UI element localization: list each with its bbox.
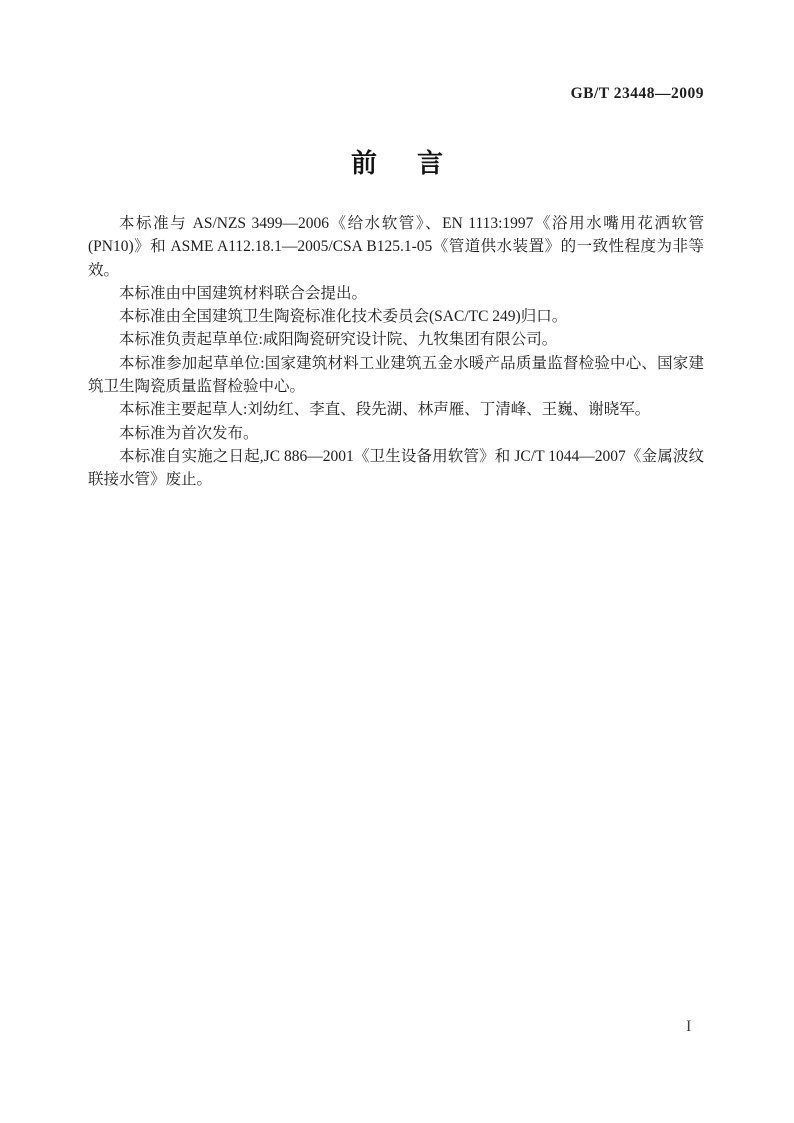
- foreword-paragraph: 本标准负责起草单位:咸阳陶瓷研究设计院、九牧集团有限公司。: [119, 331, 558, 349]
- foreword-paragraph: 本标准为首次发布。: [119, 424, 259, 442]
- foreword-title: 前 言: [350, 148, 450, 178]
- standard-code-header: GB/T 23448—2009: [570, 85, 704, 102]
- foreword-paragraph: 本标准参加起草单位:国家建筑材料工业建筑五金水暖产品质量监督检验中心、国家建筑卫生陶瓷质量监督检验中心。: [88, 354, 704, 396]
- foreword-paragraph: 本标准自实施之日起,JC 886—2001《卫生设备用软管》和 JC/T 1044—2007《金属波纹联接水管》废止。: [88, 447, 704, 489]
- page-number: I: [686, 1018, 692, 1035]
- foreword-paragraph: 本标准主要起草人:刘幼红、李直、段先湖、林声雁、丁清峰、王巍、谢晓军。: [119, 401, 651, 419]
- foreword-paragraph: 本标准由中国建筑材料联合会提出。: [119, 284, 368, 302]
- foreword-paragraph: 本标准由全国建筑卫生陶瓷标准化技术委员会(SAC/TC 249)归口。: [119, 308, 568, 326]
- foreword-paragraph: 本标准与 AS/NZS 3499—2006《给水软管》、EN 1113:1997《浴用水嘴用花洒软管(PN10)》和 ASME A112.18.1—2005/CSA B125.1-05《管道供水装置》的一致性程度为非等效。: [88, 215, 704, 279]
- foreword-body: [88, 212, 704, 492]
